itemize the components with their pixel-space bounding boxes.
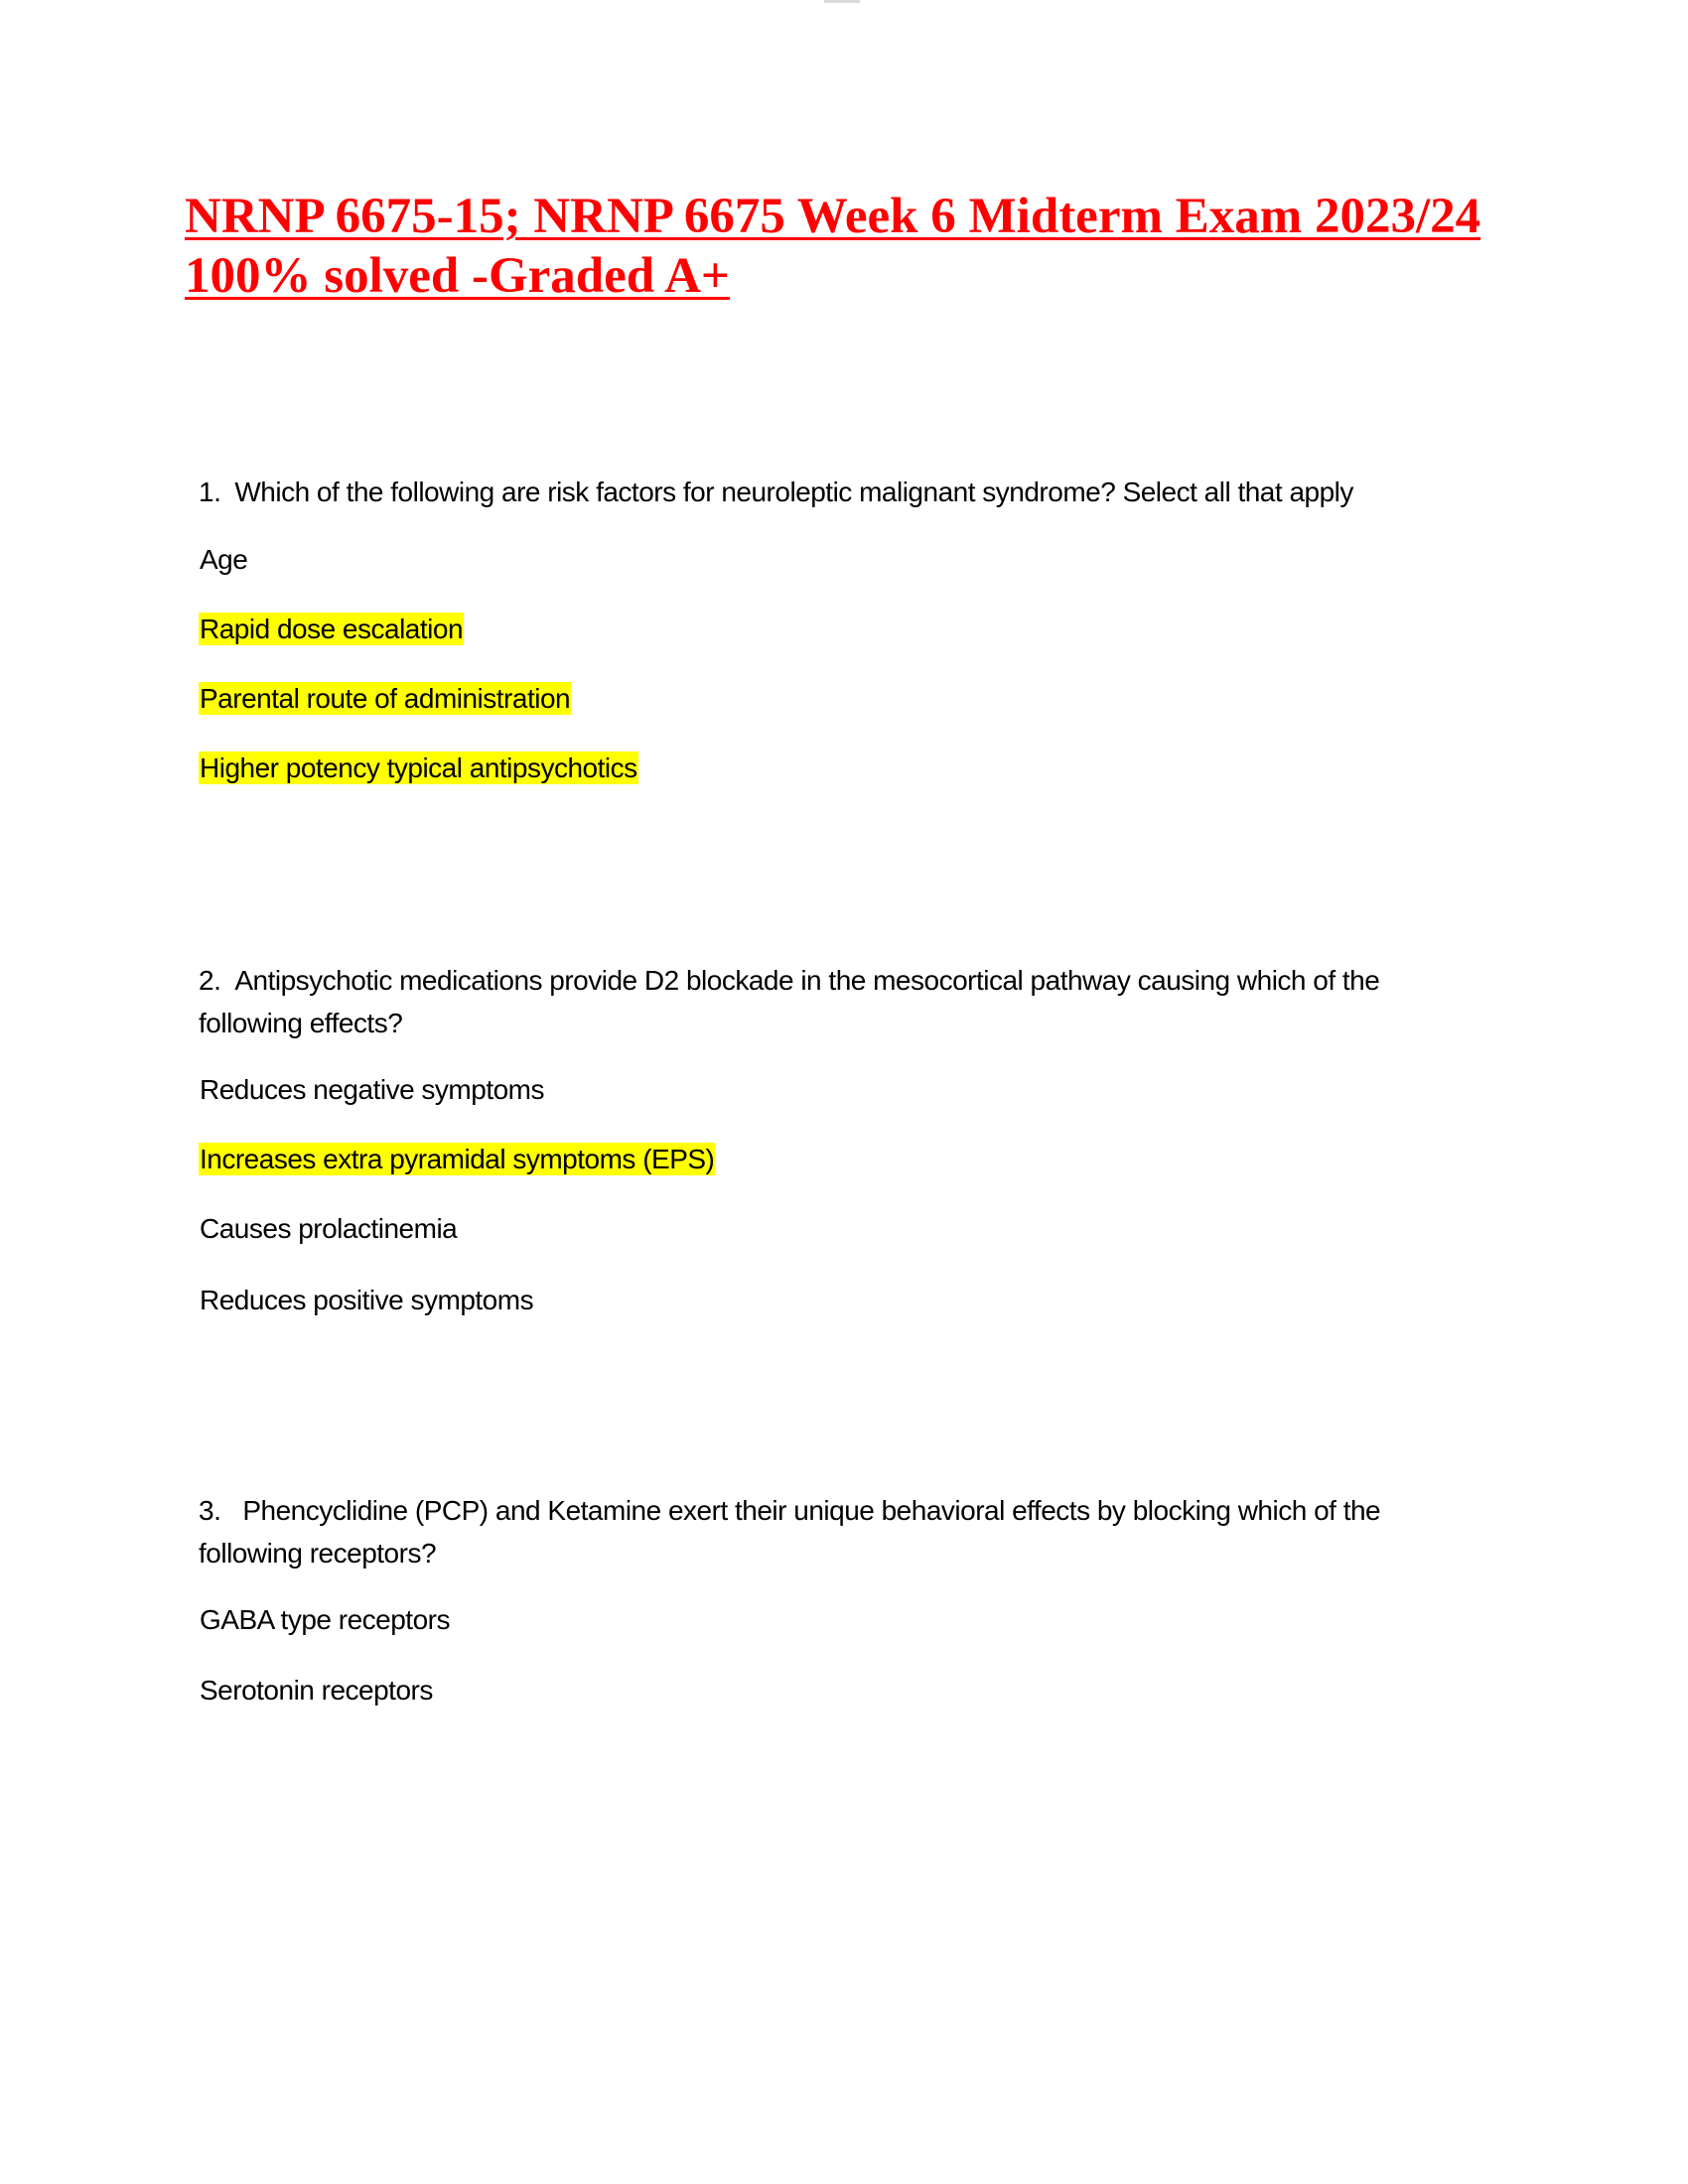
question-prompt: Antipsychotic medications provide D2 blockade in the mesocortical pathway causing which of the following effects? xyxy=(199,965,1380,1038)
option-label: Parental route of administration xyxy=(200,683,571,714)
question-number: 2. xyxy=(199,965,221,996)
question-3 xyxy=(199,1489,1489,1574)
answer-option xyxy=(199,542,1489,578)
question-text xyxy=(199,1489,1489,1574)
answer-option xyxy=(199,1673,1489,1708)
question-text xyxy=(199,471,1489,513)
option-label: Causes prolactinemia xyxy=(200,1213,458,1244)
answer-option-highlighted xyxy=(199,681,1489,717)
title-line-2: 100% solved -Graded A+ xyxy=(185,248,730,304)
question-prompt: Phencyclidine (PCP) and Ketamine exert their unique behavioral effects by blocking which of the following receptors? xyxy=(199,1495,1381,1569)
answer-option xyxy=(199,1211,1489,1247)
option-label: Increases extra pyramidal symptoms (EPS) xyxy=(200,1144,715,1174)
question-2 xyxy=(199,959,1489,1044)
document-title xyxy=(185,187,1515,306)
question-prompt: Which of the following are risk factors for neuroleptic malignant syndrome? Select all that apply xyxy=(234,477,1353,507)
answer-option-highlighted xyxy=(199,612,1489,647)
answer-option xyxy=(199,1072,1489,1108)
option-label: Rapid dose escalation xyxy=(200,614,464,644)
option-label: Reduces positive symptoms xyxy=(200,1285,534,1315)
answer-option-highlighted xyxy=(199,751,1489,786)
answer-option xyxy=(199,1602,1489,1638)
question-number: 3. xyxy=(199,1495,221,1526)
option-label: Serotonin receptors xyxy=(200,1675,433,1706)
question-1 xyxy=(199,471,1489,513)
question-number: 1. xyxy=(199,477,221,507)
question-text xyxy=(199,959,1489,1044)
option-label: Higher potency typical antipsychotics xyxy=(200,752,637,783)
answer-option xyxy=(199,1283,1489,1318)
option-label: Reduces negative symptoms xyxy=(200,1074,545,1105)
title-line-1: NRNP 6675-15; NRNP 6675 Week 6 Midterm Exam 2023/24 xyxy=(185,189,1481,244)
answer-option-highlighted xyxy=(199,1142,1489,1177)
option-label: Age xyxy=(200,544,248,575)
header-mark xyxy=(824,0,860,3)
option-label: GABA type receptors xyxy=(200,1604,450,1635)
